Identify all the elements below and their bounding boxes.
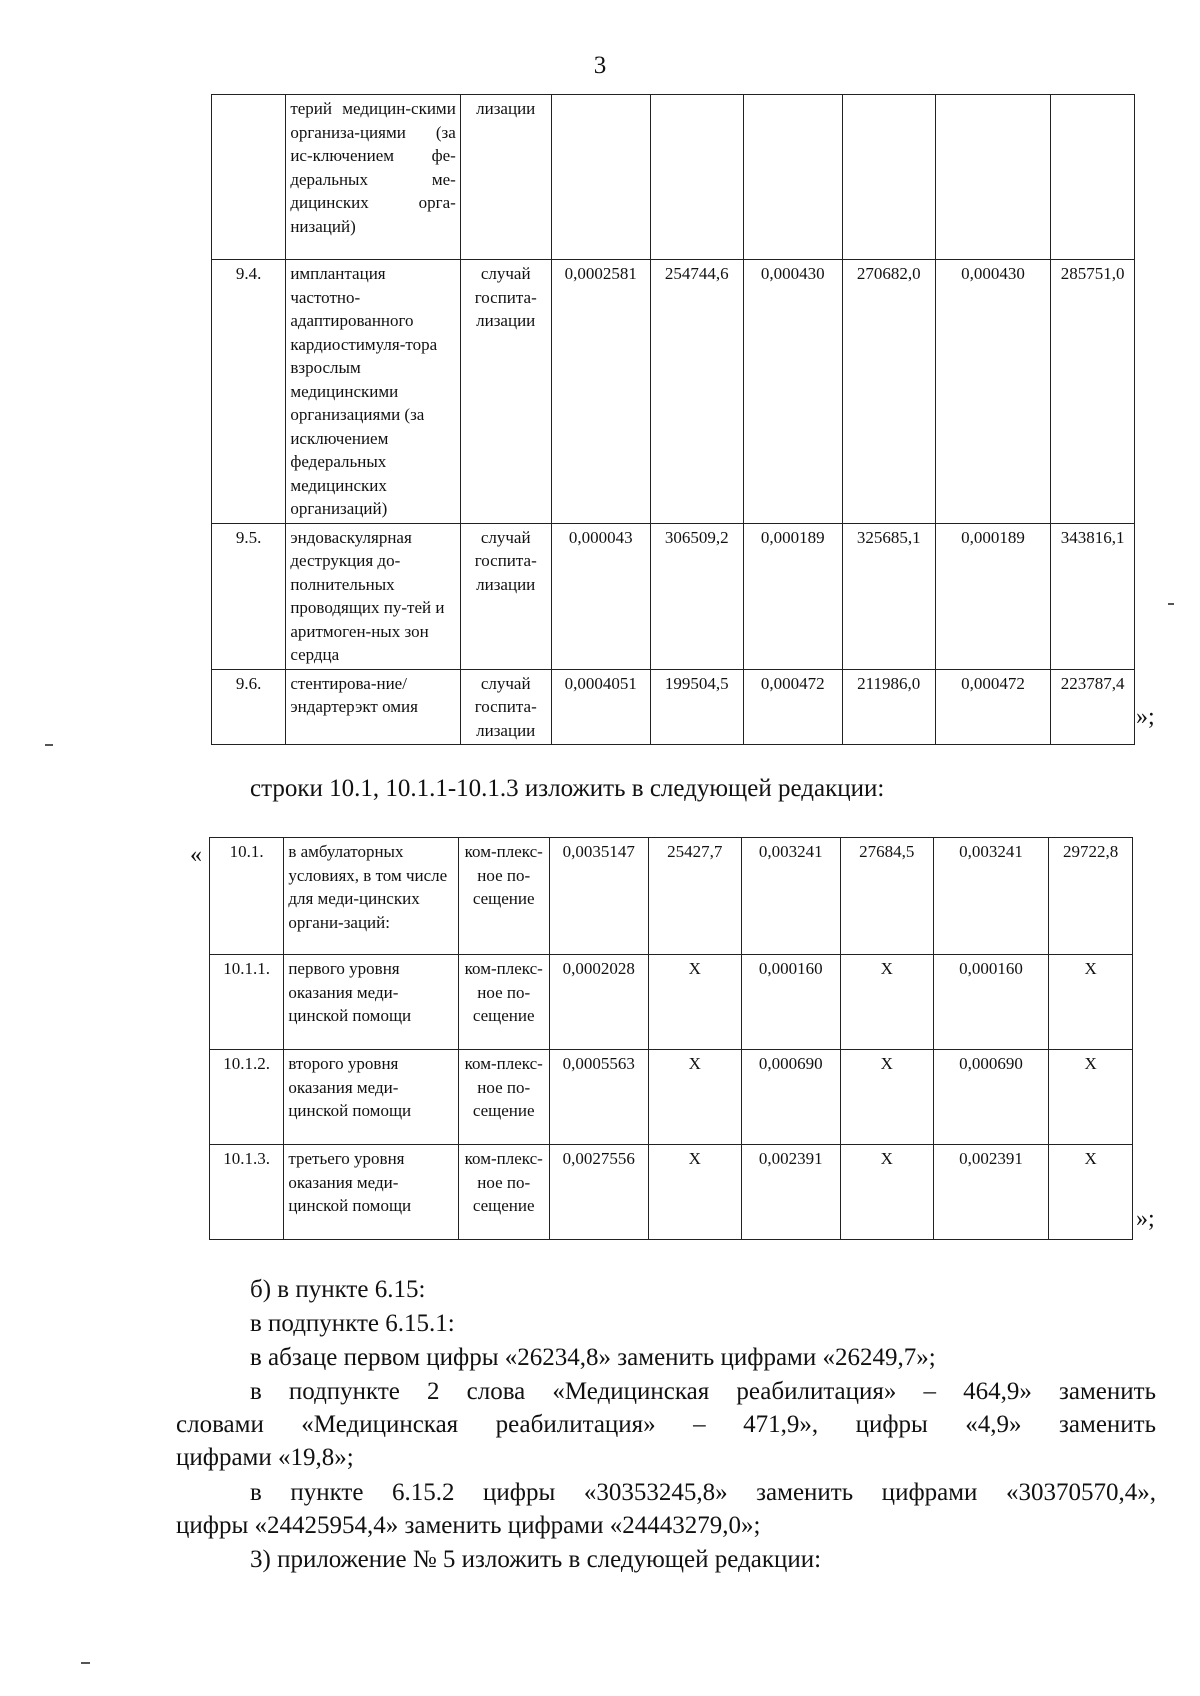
row-value: 199504,5	[650, 669, 743, 745]
scan-mark	[1168, 603, 1174, 605]
row-value: 25427,7	[648, 838, 741, 955]
row-number: 10.1.3.	[210, 1145, 284, 1240]
row-value: X	[648, 955, 741, 1050]
row-value: 0,000472	[743, 669, 842, 745]
row-value: 0,003241	[741, 838, 840, 955]
row-value: X	[1049, 1145, 1133, 1240]
row-value	[1051, 95, 1135, 260]
closing-quote: »;	[1136, 1206, 1155, 1232]
row-value: X	[1049, 955, 1133, 1050]
row-value: 0,002391	[741, 1145, 840, 1240]
opening-quote: «	[190, 842, 202, 868]
row-value: X	[1049, 1050, 1133, 1145]
row-value: 29722,8	[1049, 838, 1133, 955]
row-value: 270682,0	[842, 260, 935, 524]
table-row	[212, 95, 1135, 260]
row-value: 254744,6	[650, 260, 743, 524]
row-unit: лизации	[460, 95, 551, 260]
paragraph-subpoint: в подпункте 6.15.1:	[250, 1310, 455, 1337]
row-number	[212, 95, 286, 260]
row-unit: ком-плекс-ное по-сещение	[458, 1050, 549, 1145]
paragraph-b: б) в пункте 6.15:	[250, 1276, 426, 1303]
table-row	[210, 1050, 1133, 1145]
table-row	[212, 523, 1135, 669]
row-number: 10.1.	[210, 838, 284, 955]
row-value	[551, 95, 650, 260]
row-value: X	[840, 1050, 933, 1145]
table-row	[212, 260, 1135, 524]
row-name: первого уровня оказания меди-цинской помощи	[284, 955, 458, 1050]
row-value: 325685,1	[842, 523, 935, 669]
row-value	[743, 95, 842, 260]
table-row	[210, 955, 1133, 1050]
row-name: второго уровня оказания меди-цинской помощи	[284, 1050, 458, 1145]
row-value: 0,000430	[743, 260, 842, 524]
row-value: 223787,4	[1051, 669, 1135, 745]
scan-mark	[45, 744, 53, 746]
scan-mark	[81, 1662, 90, 1664]
row-unit: случай госпита-лизации	[460, 669, 551, 745]
row-unit: случай госпита-лизации	[460, 260, 551, 524]
row-value: 0,000189	[743, 523, 842, 669]
row-value	[935, 95, 1051, 260]
row-number: 10.1.1.	[210, 955, 284, 1050]
row-value: 0,000043	[551, 523, 650, 669]
row-number: 9.5.	[212, 523, 286, 669]
row-name: стентирова-ние/эндартерэкт омия	[286, 669, 460, 745]
row-value: 0,000690	[741, 1050, 840, 1145]
row-unit: случай госпита-лизации	[460, 523, 551, 669]
row-value: 0,000160	[933, 955, 1049, 1050]
row-value: 343816,1	[1051, 523, 1135, 669]
row-value: 0,0002581	[551, 260, 650, 524]
row-name: терий медицин-скими организа-циями (за ис-ключением фе-деральных ме-дицинских орга-низаций)	[286, 95, 460, 260]
row-name: третьего уровня оказания меди-цинской помощи	[284, 1145, 458, 1240]
row-value	[650, 95, 743, 260]
row-value: 0,000160	[741, 955, 840, 1050]
table-row	[210, 838, 1133, 955]
page-number: 3	[593, 52, 607, 79]
row-name: имплантация частотно-адаптированного кардиостимуля-тора взрослым медицинскими организациями (за исключением федеральных медицинских организаций)	[286, 260, 460, 524]
row-value: 0,0002028	[549, 955, 648, 1050]
table-rows-9	[211, 94, 1135, 745]
row-value: X	[648, 1145, 741, 1240]
row-unit: ком-плекс-ное по-сещение	[458, 838, 549, 955]
row-value	[842, 95, 935, 260]
row-unit: ком-плекс-ное по-сещение	[458, 1145, 549, 1240]
paragraph-subpoint-2-line3: цифрами «19,8»;	[176, 1444, 354, 1471]
table-row	[210, 1145, 1133, 1240]
table-row	[212, 669, 1135, 745]
row-value: X	[648, 1050, 741, 1145]
row-unit: ком-плекс-ное по-сещение	[458, 955, 549, 1050]
row-value: 0,002391	[933, 1145, 1049, 1240]
paragraph-subpoint-2-line2: словами «Медицинская реабилитация» – 471,9», цифры «4,9» заменить	[176, 1411, 1156, 1438]
row-value: 27684,5	[840, 838, 933, 955]
closing-quote: »;	[1136, 704, 1155, 730]
row-value: 0,000472	[935, 669, 1051, 745]
paragraph-point-6152-line2: цифры «24425954,4» заменить цифрами «24443279,0»;	[176, 1512, 761, 1539]
row-value: X	[840, 1145, 933, 1240]
row-number: 10.1.2.	[210, 1050, 284, 1145]
row-value: 211986,0	[842, 669, 935, 745]
row-value: 306509,2	[650, 523, 743, 669]
row-value: 285751,0	[1051, 260, 1135, 524]
table-rows-10	[209, 837, 1133, 1240]
row-name: в амбулаторных условиях, в том числе для меди-цинских органи-заций:	[284, 838, 458, 955]
row-value: 0,000189	[935, 523, 1051, 669]
intro-line: строки 10.1, 10.1.1-10.1.3 изложить в следующей редакции:	[250, 775, 885, 802]
row-value: 0,000690	[933, 1050, 1049, 1145]
row-value: X	[840, 955, 933, 1050]
paragraph-first-abzac: в абзаце первом цифры «26234,8» заменить цифрами «26249,7»;	[250, 1344, 936, 1371]
row-value: 0,0035147	[549, 838, 648, 955]
row-value: 0,0027556	[549, 1145, 648, 1240]
paragraph-subpoint-2-line1: в подпункте 2 слова «Медицинская реабилитация» – 464,9» заменить	[250, 1378, 1156, 1405]
paragraph-point-6152-line1: в пункте 6.15.2 цифры «30353245,8» заменить цифрами «30370570,4»,	[250, 1479, 1156, 1506]
row-value: 0,0005563	[549, 1050, 648, 1145]
row-value: 0,0004051	[551, 669, 650, 745]
row-number: 9.6.	[212, 669, 286, 745]
paragraph-appendix-5: 3) приложение № 5 изложить в следующей редакции:	[250, 1546, 822, 1573]
row-number: 9.4.	[212, 260, 286, 524]
row-name: эндоваскулярная деструкция до-полнительных проводящих пу-тей и аритмоген-ных зон сердца	[286, 523, 460, 669]
row-value: 0,003241	[933, 838, 1049, 955]
row-value: 0,000430	[935, 260, 1051, 524]
